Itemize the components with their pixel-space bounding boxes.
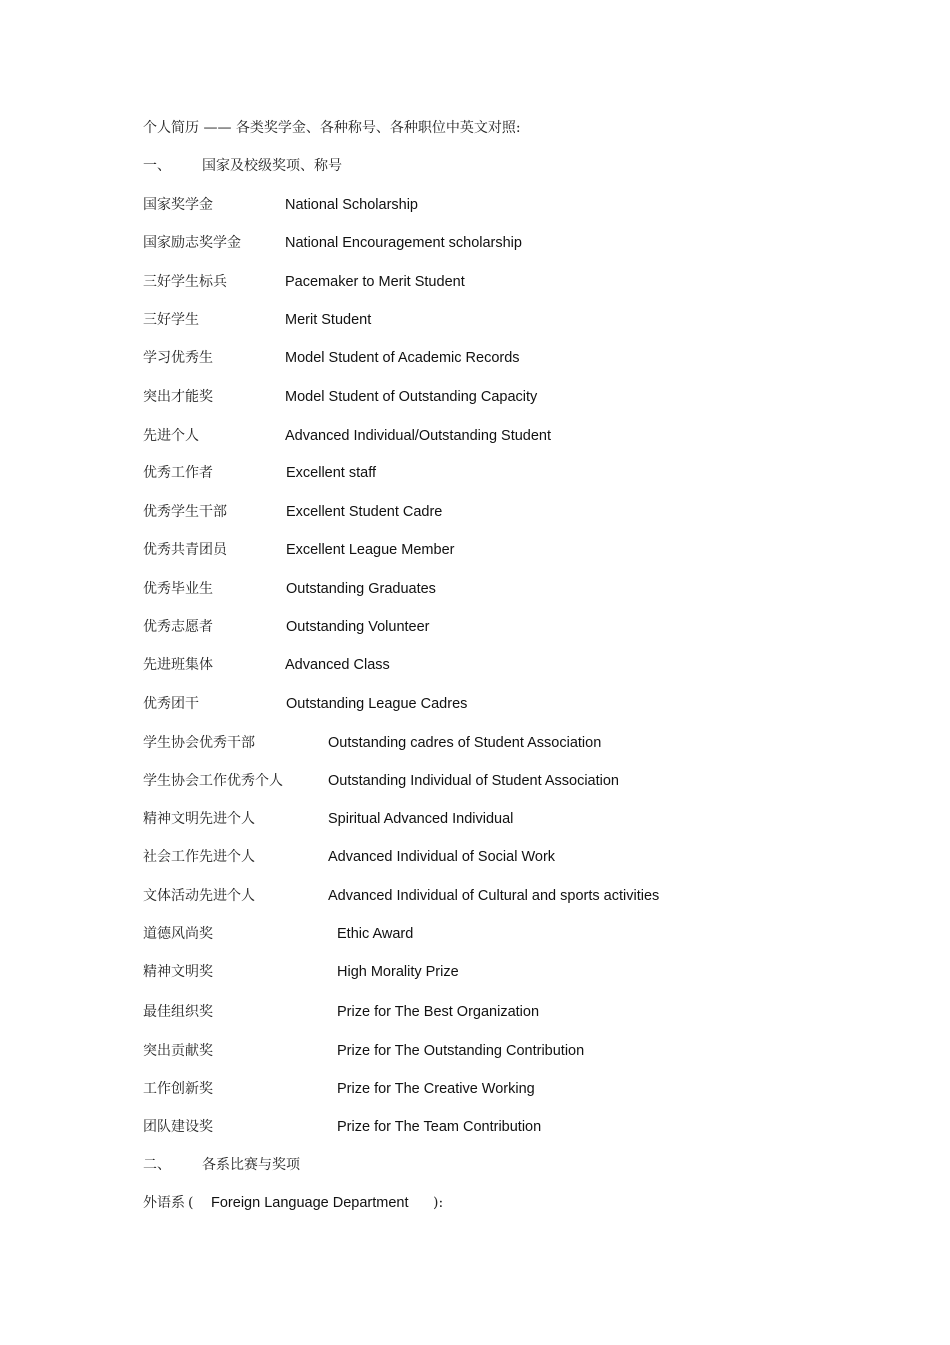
term-english: Advanced Individual of Cultural and sports activities bbox=[328, 888, 660, 904]
term-english: Pacemaker to Merit Student bbox=[285, 274, 465, 290]
term-chinese: 三好学生 bbox=[143, 312, 199, 328]
term-english: Excellent League Member bbox=[286, 542, 455, 558]
term-chinese: 道德风尚奖 bbox=[143, 926, 213, 942]
term-english: Outstanding Volunteer bbox=[286, 619, 430, 635]
term-chinese: 优秀工作者 bbox=[143, 465, 213, 481]
section-title: 各系比赛与奖项 bbox=[202, 1157, 300, 1173]
term-chinese: 精神文明奖 bbox=[143, 964, 213, 980]
close-paren: ): bbox=[433, 1195, 444, 1211]
term-chinese: 团队建设奖 bbox=[143, 1119, 213, 1135]
term-chinese: 优秀共青团员 bbox=[143, 542, 227, 558]
department-chinese: 外语系 bbox=[143, 1195, 185, 1211]
term-chinese: 学生协会工作优秀个人 bbox=[143, 773, 283, 789]
term-english: Prize for The Best Organization bbox=[337, 1004, 540, 1020]
term-english: Excellent staff bbox=[286, 465, 377, 481]
term-english: Prize for The Creative Working bbox=[337, 1081, 535, 1097]
term-english: Merit Student bbox=[285, 312, 372, 328]
term-chinese: 国家励志奖学金 bbox=[143, 235, 241, 251]
term-chinese: 社会工作先进个人 bbox=[143, 849, 255, 865]
term-chinese: 工作创新奖 bbox=[143, 1081, 213, 1097]
department-english: Foreign Language Department bbox=[211, 1195, 409, 1211]
term-english: Spiritual Advanced Individual bbox=[328, 811, 514, 827]
term-english: Ethic Award bbox=[337, 926, 414, 942]
term-english: Model Student of Outstanding Capacity bbox=[285, 389, 538, 405]
term-chinese: 优秀毕业生 bbox=[143, 581, 213, 597]
term-chinese: 学习优秀生 bbox=[143, 350, 213, 366]
term-english: Advanced Class bbox=[285, 657, 390, 673]
term-english: Outstanding Graduates bbox=[286, 581, 436, 597]
term-chinese: 文体活动先进个人 bbox=[143, 888, 255, 904]
term-chinese: 最佳组织奖 bbox=[143, 1004, 213, 1020]
term-chinese: 先进班集体 bbox=[143, 657, 213, 673]
open-paren: ( bbox=[188, 1195, 194, 1211]
term-english: Outstanding League Cadres bbox=[286, 696, 468, 712]
term-chinese: 突出才能奖 bbox=[143, 389, 213, 405]
term-chinese: 学生协会优秀干部 bbox=[143, 735, 255, 751]
term-english: Outstanding Individual of Student Association bbox=[328, 773, 619, 789]
term-chinese: 国家奖学金 bbox=[143, 197, 213, 213]
term-chinese: 精神文明先进个人 bbox=[143, 811, 255, 827]
term-chinese: 优秀学生干部 bbox=[143, 504, 227, 520]
term-english: Advanced Individual/Outstanding Student bbox=[285, 428, 552, 444]
term-english: High Morality Prize bbox=[337, 964, 459, 980]
term-chinese: 先进个人 bbox=[143, 428, 199, 444]
term-chinese: 优秀志愿者 bbox=[143, 619, 213, 635]
term-chinese: 优秀团干 bbox=[143, 696, 199, 712]
term-chinese: 突出贡献奖 bbox=[143, 1043, 213, 1059]
term-english: Advanced Individual of Social Work bbox=[328, 849, 556, 865]
term-chinese: 三好学生标兵 bbox=[143, 274, 227, 290]
section-number: 一、 bbox=[143, 158, 171, 174]
term-english: National Encouragement scholarship bbox=[285, 235, 522, 251]
section-title: 国家及校级奖项、称号 bbox=[202, 158, 342, 174]
document-title: 个人简历 —— 各类奖学金、各种称号、各种职位中英文对照: bbox=[143, 120, 521, 136]
term-english: Model Student of Academic Records bbox=[285, 350, 520, 366]
term-english: Prize for The Team Contribution bbox=[337, 1119, 542, 1135]
section-number: 二、 bbox=[143, 1157, 171, 1173]
term-english: Excellent Student Cadre bbox=[286, 504, 443, 520]
term-english: Outstanding cadres of Student Association bbox=[328, 735, 602, 751]
term-english: Prize for The Outstanding Contribution bbox=[337, 1043, 585, 1059]
term-english: National Scholarship bbox=[285, 197, 418, 213]
